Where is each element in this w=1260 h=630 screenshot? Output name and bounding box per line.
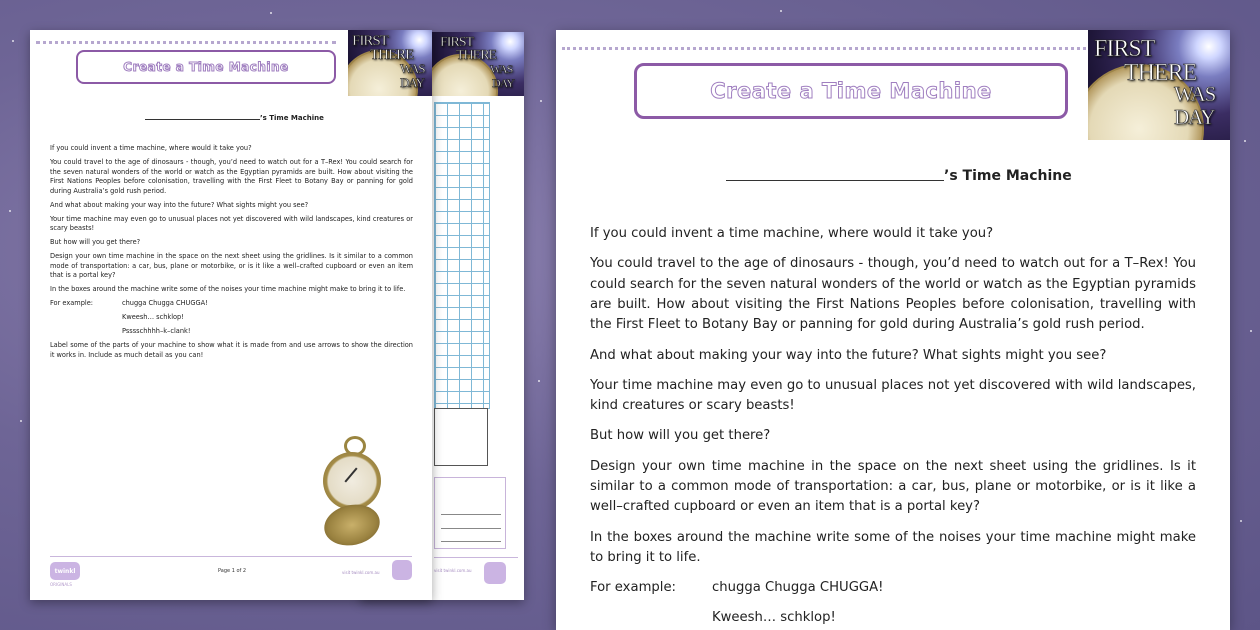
header-word: DAY <box>492 76 514 90</box>
example-noise: Kweesh… schklop! <box>712 610 836 626</box>
twinkl-logo <box>50 562 80 580</box>
header-word: FIRST <box>1094 36 1155 62</box>
name-line-heading <box>145 112 324 122</box>
paragraph: You could travel to the age of dinosaurs - though, you’d need to watch out for a T–Rex! You could search for the seven natural wonders of the world or watch as the Egyptian pyramids are built. How about visiting the First Nations Peoples before colonisation, travelling with the First Fleet to Botany Bay or panning for gold during Australia’s gold rush period. <box>590 256 1196 333</box>
example-noise: Psssschhhh–k–clank! <box>122 327 191 336</box>
paragraph: Design your own time machine in the space on the next sheet using the gridlines. Is it similar to a common mode of transportation: a car, bus, plane or motorbike, or is it like a well–crafted cupboard or even an item that is a portal key? <box>590 458 1196 515</box>
logo-subtext: ORIGINALS <box>50 582 72 587</box>
paragraph: If you could invent a time machine, where would it take you? <box>50 144 252 152</box>
example-label: For example: <box>590 580 677 596</box>
twinkl-logo-small <box>484 562 506 584</box>
footer-url: visit twinkl.com.au <box>342 570 380 575</box>
header-word: DAY <box>400 75 424 90</box>
header-word: THERE <box>456 48 497 63</box>
twinkl-logo-small <box>392 560 412 580</box>
paragraph: But how will you get there? <box>50 238 141 247</box>
label-box <box>434 477 506 549</box>
paragraph: And what about making your way into the future? What sights might you see? <box>50 200 309 209</box>
worksheet-title: Create a Time Machine <box>123 60 289 74</box>
worksheet-title-box <box>634 63 1068 119</box>
header-word: DAY <box>1174 105 1215 129</box>
worksheet-title: Create a Time Machine <box>710 79 992 103</box>
worksheet-page-1-thumbnail <box>30 30 432 600</box>
paragraph: You could travel to the age of dinosaurs - though, you’d need to watch out for a T–Rex! You could search for the seven natural wonders of the world or watch as the Egyptian pyramids are built. How about visiting the First Nations Peoples before colonisation, travelling with the First Fleet to Botany Bay or panning for gold during Australia’s gold rush period. <box>50 157 413 195</box>
paragraph: Label some of the parts of your machine to show what it is made from and use arrows to show the direction it works in. Include as much detail as you can! <box>50 341 413 359</box>
paragraph: In the boxes around the machine write some of the noises your time machine might make to bring it to life. <box>590 529 1196 566</box>
paragraph: But how will you get there? <box>590 428 771 444</box>
name-line-heading <box>726 166 1072 184</box>
header-artwork <box>348 30 432 96</box>
drawing-grid <box>434 102 490 409</box>
name-blank-line[interactable] <box>726 166 944 181</box>
header-word: WAS <box>490 62 513 76</box>
worksheet-body <box>50 144 413 365</box>
header-word: FIRST <box>440 35 474 50</box>
paragraph: Design your own time machine in the space on the next sheet using the gridlines. Is it similar to a common mode of transportation: a car, bus, plane or motorbike, or is it like a well–crafted cupboard or even an item that is a portal key? <box>50 252 413 280</box>
paragraph: And what about making your way into the future? What sights might you see? <box>590 347 1107 363</box>
paragraph: Your time machine may even go to unusual places not yet discovered with wild landscapes, kind creatures or scary beasts! <box>50 214 413 233</box>
logo-text: twinkl <box>54 567 76 575</box>
header-artwork <box>1088 30 1230 140</box>
name-suffix: ’s Time Machine <box>260 114 324 122</box>
header-word: WAS <box>1174 82 1216 106</box>
header-artwork <box>432 32 524 96</box>
paragraph: Your time machine may even go to unusual places not yet discovered with wild landscapes, kind creatures or scary beasts! <box>590 377 1196 414</box>
header-word: THERE <box>370 47 414 63</box>
pocket-watch-illustration <box>318 430 418 550</box>
name-suffix: ’s Time Machine <box>944 168 1072 184</box>
page-label: Page 1 of 2 <box>218 568 247 574</box>
header-word: THERE <box>1124 60 1197 86</box>
worksheet-zoomed-view <box>556 30 1230 630</box>
paragraph: If you could invent a time machine, where would it take you? <box>590 226 994 241</box>
example-label: For example: <box>50 299 94 308</box>
paragraph: In the boxes around the machine write some of the noises your time machine might make to bring it to life. <box>50 285 406 294</box>
example-noise: chugga Chugga CHUGGA! <box>712 580 884 596</box>
example-noise: Kweesh… schklop! <box>122 313 184 322</box>
header-word: FIRST <box>352 33 388 49</box>
worksheet-body <box>590 224 1196 630</box>
worksheet-title-box <box>76 50 336 84</box>
noise-box <box>434 408 488 466</box>
example-noise: chugga Chugga CHUGGA! <box>122 299 208 308</box>
footer-url: visit twinkl.com.au <box>434 568 472 573</box>
header-word: WAS <box>400 61 425 76</box>
